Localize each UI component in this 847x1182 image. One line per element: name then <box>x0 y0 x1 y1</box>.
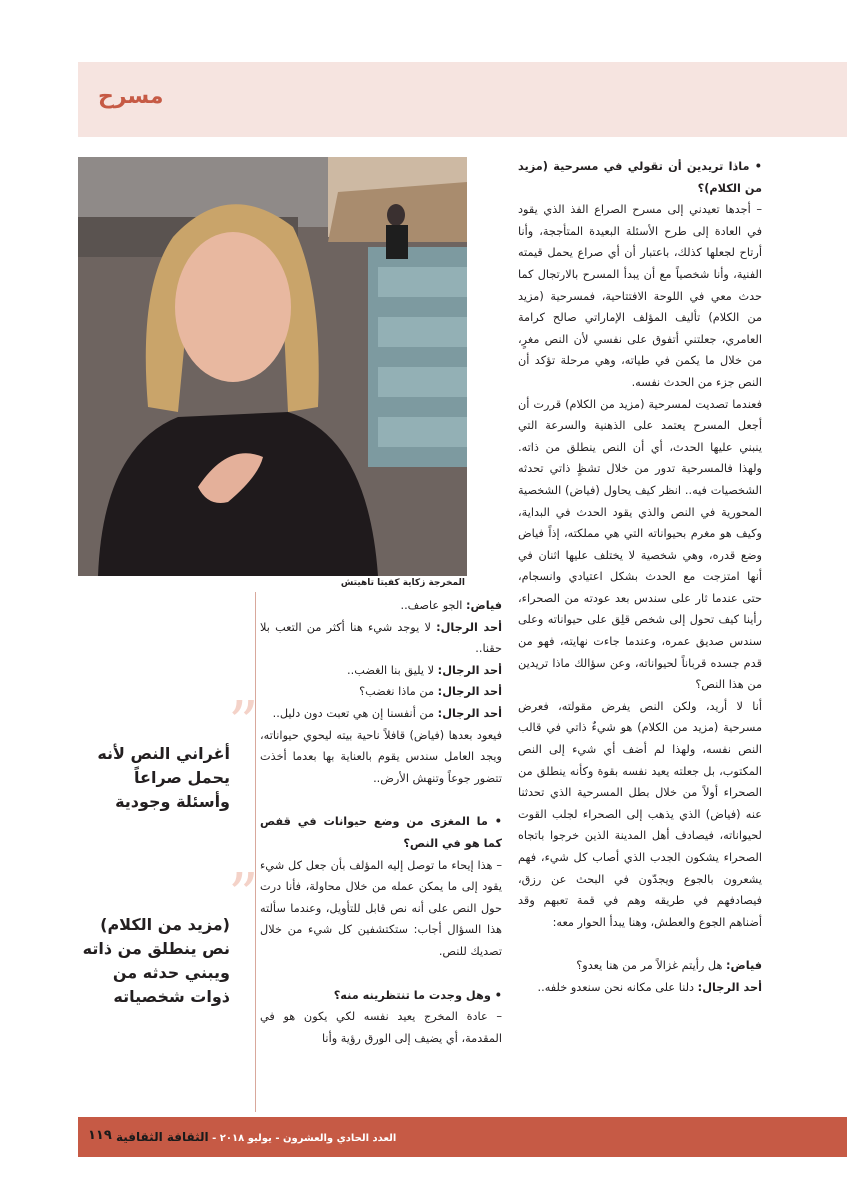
dialogue-text: من ماذا نغضب؟ <box>359 685 438 699</box>
question: • وهل وجدت ما تنتظرينه منه؟ <box>333 988 502 1002</box>
spacer <box>260 789 502 811</box>
photo-caption: المخرجة زكاية كفيتا تاهيتش <box>340 578 465 588</box>
question: • ما المغزى من وضع حيوانات في قفص كما هو في النص؟ <box>260 815 502 850</box>
article-column-right <box>518 156 762 999</box>
section-title: مسرح <box>98 84 164 109</box>
speaker: أحد الرجال: <box>437 663 502 677</box>
speaker: أحد الرجال: <box>437 706 502 720</box>
dialogue-text: دلنا على مكانه نحن سنعدو خلفه.. <box>537 980 698 994</box>
speaker: أحد الرجال: <box>697 980 762 994</box>
dialogue-text: من أنفسنا إن هي تعبت دون دليل.. <box>272 706 438 720</box>
speaker: فياض: <box>466 599 502 612</box>
speaker: أحد الرجال: <box>437 685 502 699</box>
column-divider <box>255 592 256 1112</box>
dialogue-line <box>260 681 502 703</box>
dialogue-text: لا يليق بنا الغضب.. <box>347 663 438 677</box>
dialogue-text: لا يوجد شيء هنا أكثر من التعب بلا حقنا.. <box>260 620 502 656</box>
dialogue-line <box>518 977 762 999</box>
speaker: أحد الرجال: <box>436 620 502 634</box>
header-band <box>78 62 847 137</box>
footer-issue-text: العدد الحادي والعشرون - يوليو ٢٠١٨ - <box>212 1133 397 1144</box>
article-column-middle <box>260 595 502 1049</box>
quote-mark-icon: ” <box>228 689 259 759</box>
dialogue-text: الجو عاصف.. <box>400 599 467 612</box>
speaker: فياض: <box>726 959 762 973</box>
pull-quote: (مزيد من الكلام) نص ينطلق من ذاته ويبني حدثه من ذوات شخصياته <box>82 915 230 1006</box>
quote-mark-icon: ” <box>228 861 259 931</box>
paragraph: – أجدها تعيدني إلى مسرح الصراع الفذ الذي يقود في العادة إلى طرح الأسئلة البعيدة المتأججة، وأنا أرتاح لجعلها كذلك، باعتبار أن أي صراع يحمل قيمته الفنية، وأنا شخصياً مع أن يبدأ المسرح بالارتجال كما حدث معي في اللوحة الافتتاحية، فمسرحية (مزيد من الكلام) تأليف المؤلف الإماراتي صالح كرامة العامري، جعلتني أتفوق على نفسي لأن النص مغرٍ، من خلال ما يكمن في طياته، وهي مرحلة تؤكد أن النص جزء من الحدث نفسه. <box>518 203 762 389</box>
dialogue-text: هل رأيتم غزالاً مر من هنا يعدو؟ <box>576 959 727 973</box>
dialogue-line <box>518 955 762 977</box>
paragraph: أنا لا أريد، ولكن النص يفرض مقولته، فعرض مسرحية (مزيد من الكلام) هو شيءٌ ذاتي في قالب النص نفسه، ولهذا لم أضف أي شيء إلى النص المكتوب، بل جعلته يعيد نفسه بقوة وكأنه ينطلق من الصحراء أولاً من خلال بطل المسرحية الذي تحدثنا عنه (فياض) الذي يذهب إلى الصحراء لجلب القوت لحيواناته، فيصادف أهل المدينة الذين خرجوا باتجاه الصحراء يشكون الجدب الذي أصاب كل شيء، فهم يشعرون بالجوع ويجدّون في البحث عن رزق، فيصادفهم في طريقه وهم في قمة تعبهم وقد أضناهم الجوع والعطش، وهنا يبدأ الحوار معه: <box>518 699 762 929</box>
dialogue-line <box>260 617 502 660</box>
dialogue-line <box>260 660 502 682</box>
portrait-photo <box>78 157 467 576</box>
dialogue-line <box>260 595 502 617</box>
paragraph: فيعود بعدها (فياض) قافلاً ناحية بيته ليحوي حيواناته، ويجد العامل سندس يقوم بالعناية بها بعدما أخذت تتضور جوعاً وتنهش الأرض.. <box>260 728 502 785</box>
question: • ماذا تريدين أن تقولي في مسرحية (مزيد من الكلام)؟ <box>518 160 762 195</box>
spacer <box>518 933 762 955</box>
paragraph: – عادة المخرج يعيد نفسه لكي يكون هو في المقدمة، أي يضيف إلى الورق رؤية وأنا <box>260 1010 502 1045</box>
page-number: ١١٩ <box>88 1128 112 1143</box>
footer-issue <box>116 1130 396 1144</box>
paragraph: فعندما تصديت لمسرحية (مزيد من الكلام) قررت أن أجعل المسرح يعتمد على الذهنية والسرعة التي ينبني عليها الحدث، أي أن النص ينطلق من ذاته. ولهذا فالمسرحية تدور من خلال تشظٍ ذاتي تحدثه الشخصيات فيه.. انظر كيف يحاول (فياض) الشخصية المحورية في النص والذي يقود الحدث في البداية، وكيف هو مغرم بحيواناته التي هي مملكته، إذاً فياض وضع قدره، وهي شخصية لا يختلف عليها اثنان في أنها امتزجت مع الحدث بشكل اعتيادي وانسجام، حتى عندما ثار على سندس بعد عودته من الصحراء، رأينا كيف تحول إلى شخص قلِق على حيواناته وعلى سندس صديق عمره، وعندما جاءت نهايته، فهو من قدم جسده قرباناً لحيواناته، وعن سؤالك ماذا تريدين من هذا النص؟ <box>518 397 762 692</box>
pull-quote: أغراني النص لأنه يحمل صراعاً وأسئلة وجودية <box>97 744 230 811</box>
paragraph: – هذا إيحاء ما توصل إليه المؤلف بأن جعل كل شيء يقود إلى ما يمكن عمله من خلال محاولة، فأنا درت حول النص على أنه نص قابل للتأويل، وعندما سألته هذا السؤال أجاب: ستكتشفين كل شيء من خلال تصديك للنص. <box>260 858 502 958</box>
dialogue-line <box>260 703 502 725</box>
footer-brand: الثقافة الثقافية <box>116 1130 209 1144</box>
spacer <box>260 963 502 985</box>
